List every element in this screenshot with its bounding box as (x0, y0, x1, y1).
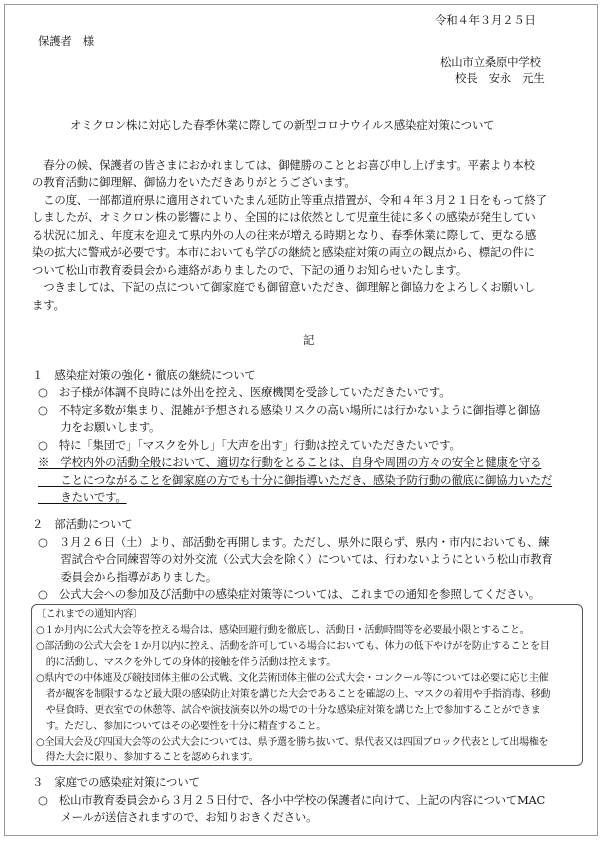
section-2-heading: ２ 部活動について (32, 517, 133, 531)
section-1-item: ○ 特に「集団で」「マスクを外し」「大声を出す」行動は控えていただきたいです。 (38, 438, 461, 452)
document-title: オミクロン株に対応した春季休業に際しての新型コロナウイルス感染症対策について (70, 118, 495, 132)
section-1-heading: １ 感染症対策の強化・徹底の継続について (32, 368, 256, 382)
intro-line: この度、一部都道府県に適用されていたまん延防止等重点措置が、令和４年３月２１日をもって終了 (32, 193, 547, 207)
section-2-item: 習試合や合同練習等の対外交流（公式大会を除く）については、行わないようにという松山市教育 (38, 552, 553, 566)
notice-box-line: 的に活動し、マスクを外しての身体的接触を伴う活動は控えます。 (36, 657, 336, 668)
section-1-note: ※ 学校内外の活動全般において、適切な行動をとることは、自身や周囲の方々の安全と健康を守る (38, 455, 542, 469)
intro-line: 染の拡大に警戒が必要です。本市においても学びの継続と感染症対策の両立の観点から、標記の件に (32, 245, 535, 259)
notice-box-line: ○全国大会及び四国大会等の公式大会については、県予選を勝ち抜いて、県代表又は四国ブロック代表として出場権を (36, 737, 549, 748)
issue-date: 令和４年３月２５日 (435, 13, 536, 27)
intro-line: る状況に加え、年度末を迎えて県内外の人の往来が増える時期となり、春季休業に際して、更なる感 (32, 228, 537, 242)
notice-box-line: す。ただし、参加についてはその必要性を十分に精査すること。 (36, 721, 326, 732)
section-3-item: メールが送信されますので、お知りおきください。 (38, 810, 318, 824)
section-1-item: ○ 不特定多数が集まり、混雑が予想される感染リスクの高い場所には行かないように御指導と御協 (38, 403, 540, 417)
section-1-note: ことにつながることを御家庭の方でも十分に御指導いただき、感染予防行動の徹底に御協力いただ (38, 473, 553, 487)
section-1-item: 力をお願いします。 (38, 420, 161, 434)
ki-mark: 記 (303, 333, 315, 347)
section-2-item: ○ ３月２６日（土）より、部活動を再開します。ただし、県外に限らず、県内・市内においても、練 (38, 535, 550, 549)
section-3-heading: ３ 家庭での感染症対策について (32, 775, 200, 789)
intro-line: つきましては、下記の点について御家庭でも御留意いただき、御理解と御協力をよろしくお願いし (32, 280, 535, 294)
principal-name: 校長 安永 元生 (455, 71, 545, 85)
section-2-item: ○ 公式大会への参加及び活動中の感染症対策等については、これまでの通知を参照してください。 (38, 587, 540, 601)
notice-box-line: や昼食時、更衣室での休憩等、試合や演技演奏以外の場での十分な感染症対策を講じた上で参加することができま (36, 705, 541, 716)
section-1-note: きたいです。 (38, 490, 127, 504)
intro-line: しましたが、オミクロン株の影響により、全国的には依然として児童生徒に多くの感染が発生してい (32, 210, 536, 224)
section-2-item: 委員会から指導がありました。 (38, 570, 218, 584)
intro-line: ついて松山市教育委員会から連絡がありましたので、下記の通りお知らせいたします。 (32, 263, 467, 277)
notice-box-line: 者が観客を制限するなど最大限の感染防止対策を講じた大会であることを確認の上、マスクの着用や手指消毒、移動 (36, 689, 551, 700)
notice-box-line: 得た大会に限り、参加することを認められます。 (36, 752, 259, 763)
intro-line: 春分の候、保護者の皆さまにおかれましては、御健勝のこととお喜び申し上げます。平素より本校 (32, 158, 535, 172)
intro-line: の教育活動に御理解、御協力をいただきありがとうございます。 (32, 175, 356, 189)
recipient: 保護者 様 (38, 34, 94, 48)
notice-box-title: 〔これまでの通知内容〕 (36, 609, 143, 620)
intro-line: ます。 (32, 298, 65, 312)
notice-box-line: ○部活動の公式大会を１か月以内に控え、活動を許可している場合においても、体力の低下やけがを防止することを目 (36, 641, 550, 652)
section-1-item: ○ お子様が体調不良時には外出を控え、医療機関を受診していただきたいです。 (38, 385, 451, 399)
section-3-item: ○ 松山市教育委員会から３月２５日付で、各小中学校の保護者に向けて、上記の内容についてMAC (38, 793, 546, 807)
notice-box-line: ○１か月内に公式大会等を控える場合は、感染回避行動を徹底し、活動日・活動時間等を必要最小限とすること。 (36, 625, 530, 636)
school-name: 松山市立桑原中学校 (440, 55, 541, 69)
notice-box-line: ○県内での中体連及び競技団体主催の公式戦、文化芸術団体主催の公式大会・コンクール等については必要に応じ主催 (36, 673, 549, 684)
